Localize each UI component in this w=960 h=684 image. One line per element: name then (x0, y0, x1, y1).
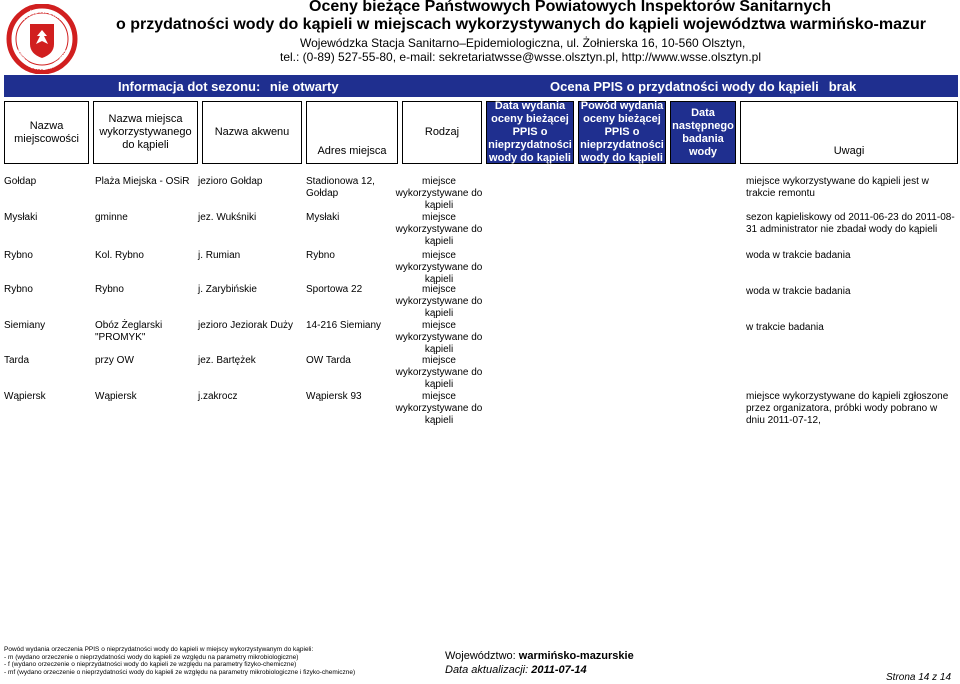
table-cell: Mysłaki (306, 212, 340, 223)
table-cell: jezioro Gołdap (198, 176, 263, 187)
update-date-label: Data aktualizacji: (445, 664, 529, 676)
table-cell: miejsce wykorzystywane do kąpieli zgłoszone przez organizatora, próbki wody pobrano w dniu 2011-07-12, (746, 391, 949, 426)
table-cell: Rybno (4, 284, 33, 295)
table-cell: Siemiany (4, 320, 46, 331)
column-header: Nazwa akwenu (202, 101, 302, 164)
table-cell: miejsce wykorzystywane do kąpieli (395, 176, 483, 211)
table-cell: j.zakrocz (198, 391, 238, 402)
page-subtitle: o przydatności wody do kąpieli w miejscach wykorzystywanych do kąpieli województwa warmińsko-mazur (116, 16, 926, 33)
pis-logo (4, 4, 80, 74)
page-number: Strona 14 z 14 (886, 672, 952, 683)
page-title: Oceny bieżące Państwowych Powiatowych Inspektorów Sanitarnych (309, 0, 831, 15)
assessment-label: Ocena PPIS o przydatności wody do kąpieli (550, 79, 819, 94)
table-cell: Mysłaki (4, 212, 38, 223)
table-cell: j. Zarybińskie (198, 284, 257, 295)
table-cell: miejsce wykorzystywane do kąpieli (395, 355, 483, 390)
voivodeship-label: Województwo: (445, 650, 516, 662)
table-cell: Wąpiersk 93 (306, 391, 362, 402)
column-header: Rodzaj (402, 101, 482, 164)
table-cell: OW Tarda (306, 355, 351, 366)
table-cell: miejsce wykorzystywane do kąpieli (395, 212, 483, 247)
table-cell: miejsce wykorzystywane do kąpieli jest w trakcie remontu (746, 176, 929, 199)
column-header: Powód wydania oceny bieżącej PPIS o nieprzydatności wody do kąpieli (578, 101, 666, 164)
column-header: Uwagi (740, 101, 958, 164)
column-header: Nazwa miejsca wykorzystywanego do kąpieli (93, 101, 198, 164)
season-info-bar (4, 75, 958, 97)
legend-title: Powód wydania orzeczenia PPIS o nieprzydatności wody do kąpieli w miejscy wykorzystywanym do kąpieli: (4, 646, 314, 653)
table-cell: przy OW (95, 355, 134, 366)
table-cell: woda w trakcie badania (746, 286, 851, 297)
table-cell: woda w trakcie badania (746, 250, 851, 261)
table-cell: gminne (95, 212, 128, 223)
voivodeship (445, 650, 634, 662)
address-line: Wojewódzka Stacja Sanitarno–Epidemiologiczna, ul. Żołnierska 16, 10-560 Olsztyn, (300, 36, 746, 50)
table-cell: jezioro Jeziorak Duży (198, 320, 294, 331)
season-value: nie otwarty (269, 79, 339, 94)
column-header: Data wydania oceny bieżącej PPIS o nieprzydatności wody do kąpieli (486, 101, 574, 164)
table-cell: Tarda (4, 355, 30, 366)
table-cell: Plaża Miejska - OSiR (95, 176, 190, 187)
ppis-assessment (550, 79, 856, 94)
assessment-value: brak (828, 79, 857, 94)
season-info (118, 79, 339, 94)
table-cell: miejsce wykorzystywane do kąpieli (395, 391, 483, 426)
contact-line: tel.: (0-89) 527-55-80, e-mail: sekretariatwsse@wsse.olsztyn.pl, http://www.wsse.olsztyn.pl (280, 50, 762, 64)
logo-text-top: PAŃSTWOWA (21, 8, 63, 22)
table-cell: Rybno (4, 250, 33, 261)
legend-item: - mf (wydano orzeczenie o nieprzydatności wody do kąpieli ze względu na parametry mikrobiologiczne i fizyko-chemiczne) (4, 668, 356, 676)
season-label: Informacja dot sezonu: (118, 79, 261, 94)
legend-item: - m (wydano orzeczenie o nieprzydatności wody do kąpieli ze względu na parametry mikrobiologiczne) (4, 653, 299, 661)
footer-legend (4, 646, 355, 676)
column-header: Data następnego badania wody (670, 101, 736, 164)
table-cell: Stadionowa 12, Gołdap (306, 176, 375, 199)
table-cell: j. Rumian (198, 250, 241, 261)
update-date-value: 2011-07-14 (531, 664, 587, 676)
table-cell: jez. Wukśniki (198, 212, 257, 223)
table-cell: miejsce wykorzystywane do kąpieli (395, 320, 483, 355)
table-cell: jez. Bartężek (198, 355, 256, 366)
table-cell: Rybno (95, 284, 124, 295)
table-cell: Rybno (306, 250, 335, 261)
voivodeship-value: warmińsko-mazurskie (518, 650, 634, 662)
table-cell: Wąpiersk (4, 391, 46, 402)
logo-text-bottom: INSPEKCJA SANITARNA (13, 48, 71, 73)
table-cell: Kol. Rybno (95, 250, 144, 261)
column-header: Nazwa miejscowości (4, 101, 89, 164)
table-cell: Gołdap (4, 176, 37, 187)
table-cell: 14-216 Siemiany (306, 320, 382, 331)
table-cell: Wąpiersk (95, 391, 137, 402)
table-cell: miejsce wykorzystywane do kąpieli (395, 250, 483, 285)
table-cell: w trakcie badania (746, 322, 824, 333)
legend-item: - f (wydano orzeczenie o nieprzydatności wody do kąpieli ze względu na parametry fizyko-chemiczne) (4, 661, 297, 669)
table-cell: sezon kąpieliskowy od 2011-06-23 do 2011-08-31 administrator nie zbadał wody do kąpieli (746, 212, 955, 235)
table-cell: Sportowa 22 (306, 284, 363, 295)
update-date (445, 664, 587, 676)
table-cell: miejsce wykorzystywane do kąpieli (395, 284, 483, 319)
column-header: Adres miejsca (306, 101, 398, 164)
table-cell: Obóz Żeglarski "PROMYK" (95, 320, 163, 343)
